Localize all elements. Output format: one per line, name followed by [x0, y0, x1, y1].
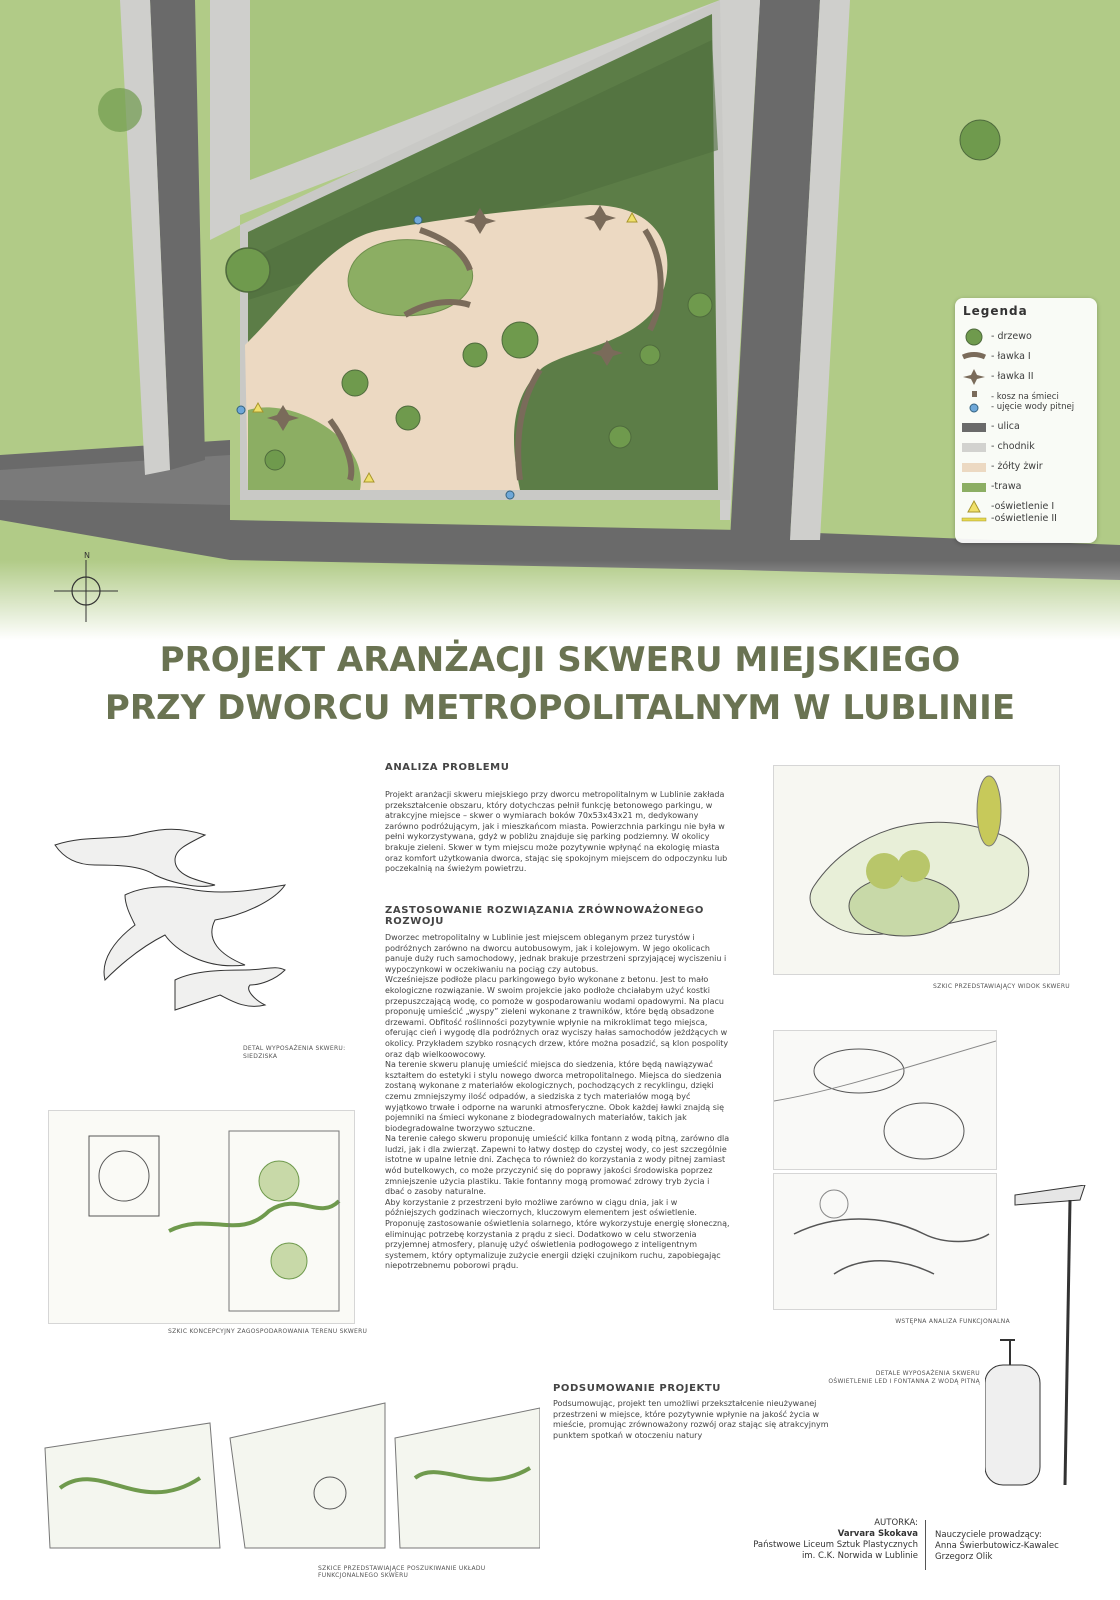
legend-item-light-2: -oświetlenie II [961, 510, 1097, 528]
caption-lighting-1: DETALE WYPOSAŻENIA SKWERU [875, 1370, 980, 1377]
analysis-text: Projekt aranżacji skweru miejskiego przy dworcu metropolitalnym w Lublinie zakłada przekształcenie obszaru, który dotychczas pełnił funkcję betonowego parkingu, w atrakcyjne miejsce – skwer o wymiarach boków 70x53x43x21 m, dedykowany zarówno podróżującym, jak i mieszkańcom miasta. Powierzchnia parkingu nie była w pełni wykorzystywana, gdyż w pobliżu znajduje się parking podziemny. W okolicy brakuje zieleni. Skwer w tym miejscu może pozytywnie wpłynąć na ekologię miasta oraz komfort użytkowania dworca, stając się spokojnym miejscem do odpoczynku lub poczekalnią na świeżym powietrzu. [385, 790, 728, 874]
legend-item-sidewalk: - chodnik [961, 438, 1097, 456]
teacher-2: Grzegorz Olik [935, 1552, 993, 1562]
credits-divider [925, 1520, 926, 1570]
caption-bench-2: SIEDZISKA [243, 1053, 278, 1060]
teachers-label: Nauczyciele prowadzący: [935, 1530, 1042, 1540]
north-arrow [48, 548, 128, 628]
functional-sketch-2 [773, 1173, 997, 1310]
caption-bottom: SZKICE PRZEDSTAWIAJĄCE POSZUKIWANIE UKŁADU FUNKCJONALNEGO SKWERU [318, 1565, 486, 1579]
title-line-2: PRZY DWORCU METROPOLITALNYM W LUBLINIE [104, 688, 1016, 728]
legend-title: Legenda [963, 304, 1028, 318]
legend-item-grass: -trawa [961, 478, 1097, 496]
legend-item-bin: - kosz na śmieci [961, 388, 1097, 406]
legend-item-water: - ujęcie wody pitnej [961, 398, 1097, 416]
lighting-fountain-drawing [985, 1185, 1095, 1490]
legend-item-tree: - drzewo [961, 328, 1097, 346]
teacher-credits [935, 1530, 1115, 1563]
caption-view: SZKIC PRZEDSTAWIAJĄCY WIDOK SKWERU [933, 983, 1070, 990]
concept-sketch [48, 1110, 355, 1324]
title-line-1: PROJEKT ARANŻACJI SKWERU MIEJSKIEGO [159, 640, 961, 680]
author-credits [700, 1518, 918, 1562]
caption-functional: WSTĘPNA ANALIZA FUNKCJONALNA [895, 1318, 1010, 1325]
legend-item-gravel: - żółty żwir [961, 458, 1097, 476]
bottom-sketches [40, 1398, 540, 1558]
school-patron: im. C.K. Norwida w Lublinie [801, 1551, 918, 1561]
caption-bench-1: DETAL WYPOSAŻENIA SKWERU: [243, 1045, 346, 1052]
teacher-1: Anna Świerbutowicz-Kawalec [935, 1541, 1059, 1551]
author-label: AUTORKA: [874, 1518, 918, 1528]
site-plan [0, 0, 1120, 640]
view-sketch [773, 765, 1060, 975]
analysis-heading: ANALIZA PROBLEMU [385, 762, 510, 773]
legend [955, 298, 1097, 543]
caption-concept: SZKIC KONCEPCYJNY ZAGOSPODAROWANIA TERENU SKWERU [168, 1328, 368, 1335]
summary-heading: PODSUMOWANIE PROJEKTU [553, 1383, 722, 1394]
functional-sketch-1 [773, 1030, 997, 1170]
compass-north-label: N [84, 551, 90, 560]
legend-item-bench-1: - ławka I [961, 348, 1097, 366]
sustainability-text: Dworzec metropolitalny w Lublinie jest miejscem obleganym przez turystów i podróżnych zarówno na dworcu autobusowym, jak i kolejowym. W jego okolicach panuje duży ruch samochodowy, jednak brakuje przestrzeni sprzyjającej wyciszeniu i wypoczynkowi w oczekiwaniu na pociąg czy autobus. Wcześniejsze podłoże placu parkingowego było wykonane z betonu. Jest to mało ekologiczne rozwiązanie. W swoim projekcie jako podłoże chciałabym użyć kostki przepuszczającą wodę, co pomoże w gospodarowaniu wodami opadowymi. Na placu proponuję umieścić „wyspy” zieleni wykonane z trawników, które będą obsadzone drzewami. Obfitość roślinności pozytywnie wpłynie na mikroklimat tego miejsca, oferując cień i wygodę dla podróżnych oraz wyciszy hałas samochodów jeżdżących w okolicy. Przykładem szybko rosnących drzew, które można posadzić, są klon pospolity oraz dąb wielkoowocowy. Na terenie skweru planuję umieścić miejsca do siedzenia, które będą nawiązywać kształtem do estetyki i stylu nowego dworca metropolitalnego. Miejsca do siedzenia zostaną wykonane z materiałów ekologicznych, pochodzących z recyklingu, dzięki czemu zmniejszymy ilość odpadów, a siedziska z tych materiałów mogą być wyjątkowo trwałe i odporne na warunki atmosferyczne. Obok każdej ławki znajdą się pojemniki na śmieci wykonane z biodegradowalnych materiałów, takich jak biodegradowalne tworzywo sztuczne. Na terenie całego skweru proponuję umieścić kilka fontann z wodą pitną, zarówno dla ludzi, jak i dla zwierząt. Zapewni to łatwy dostęp do czystej wody, co jest szczególnie istotne w upalne letnie dni. Zachęca to również do korzystania z wody pitnej zamiast wód butelkowych, co może przyczynić się do poprawy jakości środowiska poprzez zmniejszenie użycia plastiku. Takie fontanny mogą promować zdrowy tryb życia i dbać o zasoby naturalne. Aby korzystanie z przestrzeni było możliwe zarówno w ciągu dnia, jak i w późniejszych godzinach wieczornych, kluczowym elementem jest oświetlenie. Proponuję zastosowanie oświetlenia solarnego, które wykorzystuje energię słoneczną, eliminując potrzebę korzystania z prądu z sieci. Dodatkowo w celu stworzenia przyjemnej atmosfery, planuję użyć oświetlenia podłogowego z inteligentnym systemem, który optymalizuje zużycie energii dzięki czujnikom ruchu, zapobiegając niepotrzebnemu poborowi prądu. [385, 933, 730, 1271]
bench-detail-drawing [45, 805, 305, 1025]
school-name: Państwowe Liceum Sztuk Plastycznych [753, 1540, 918, 1550]
compass-icon [48, 548, 128, 628]
caption-lighting-2: OŚWIETLENIE LED I FONTANNA Z WODĄ PITNĄ [828, 1378, 980, 1385]
site-plan-drawing [0, 0, 1120, 640]
author-name: Varvara Skokava [837, 1529, 918, 1539]
sustainability-heading: ZASTOSOWANIE ROZWIĄZANIA ZRÓWNOWAŻONEGO ROZWOJU [385, 905, 704, 927]
legend-item-light-1: -oświetlenie I [961, 498, 1097, 516]
legend-item-bench-2: - ławka II [961, 368, 1097, 386]
summary-text: Podsumowując, projekt ten umożliwi przekształcenie nieużywanej przestrzeni w miejsce, które pozytywnie wpłynie na jakość życia w mieście, promując zrównoważony rozwój oraz stając się atrakcyjnym punktem spotkań w otoczeniu natury [553, 1399, 829, 1440]
legend-item-street: - ulica [961, 418, 1097, 436]
